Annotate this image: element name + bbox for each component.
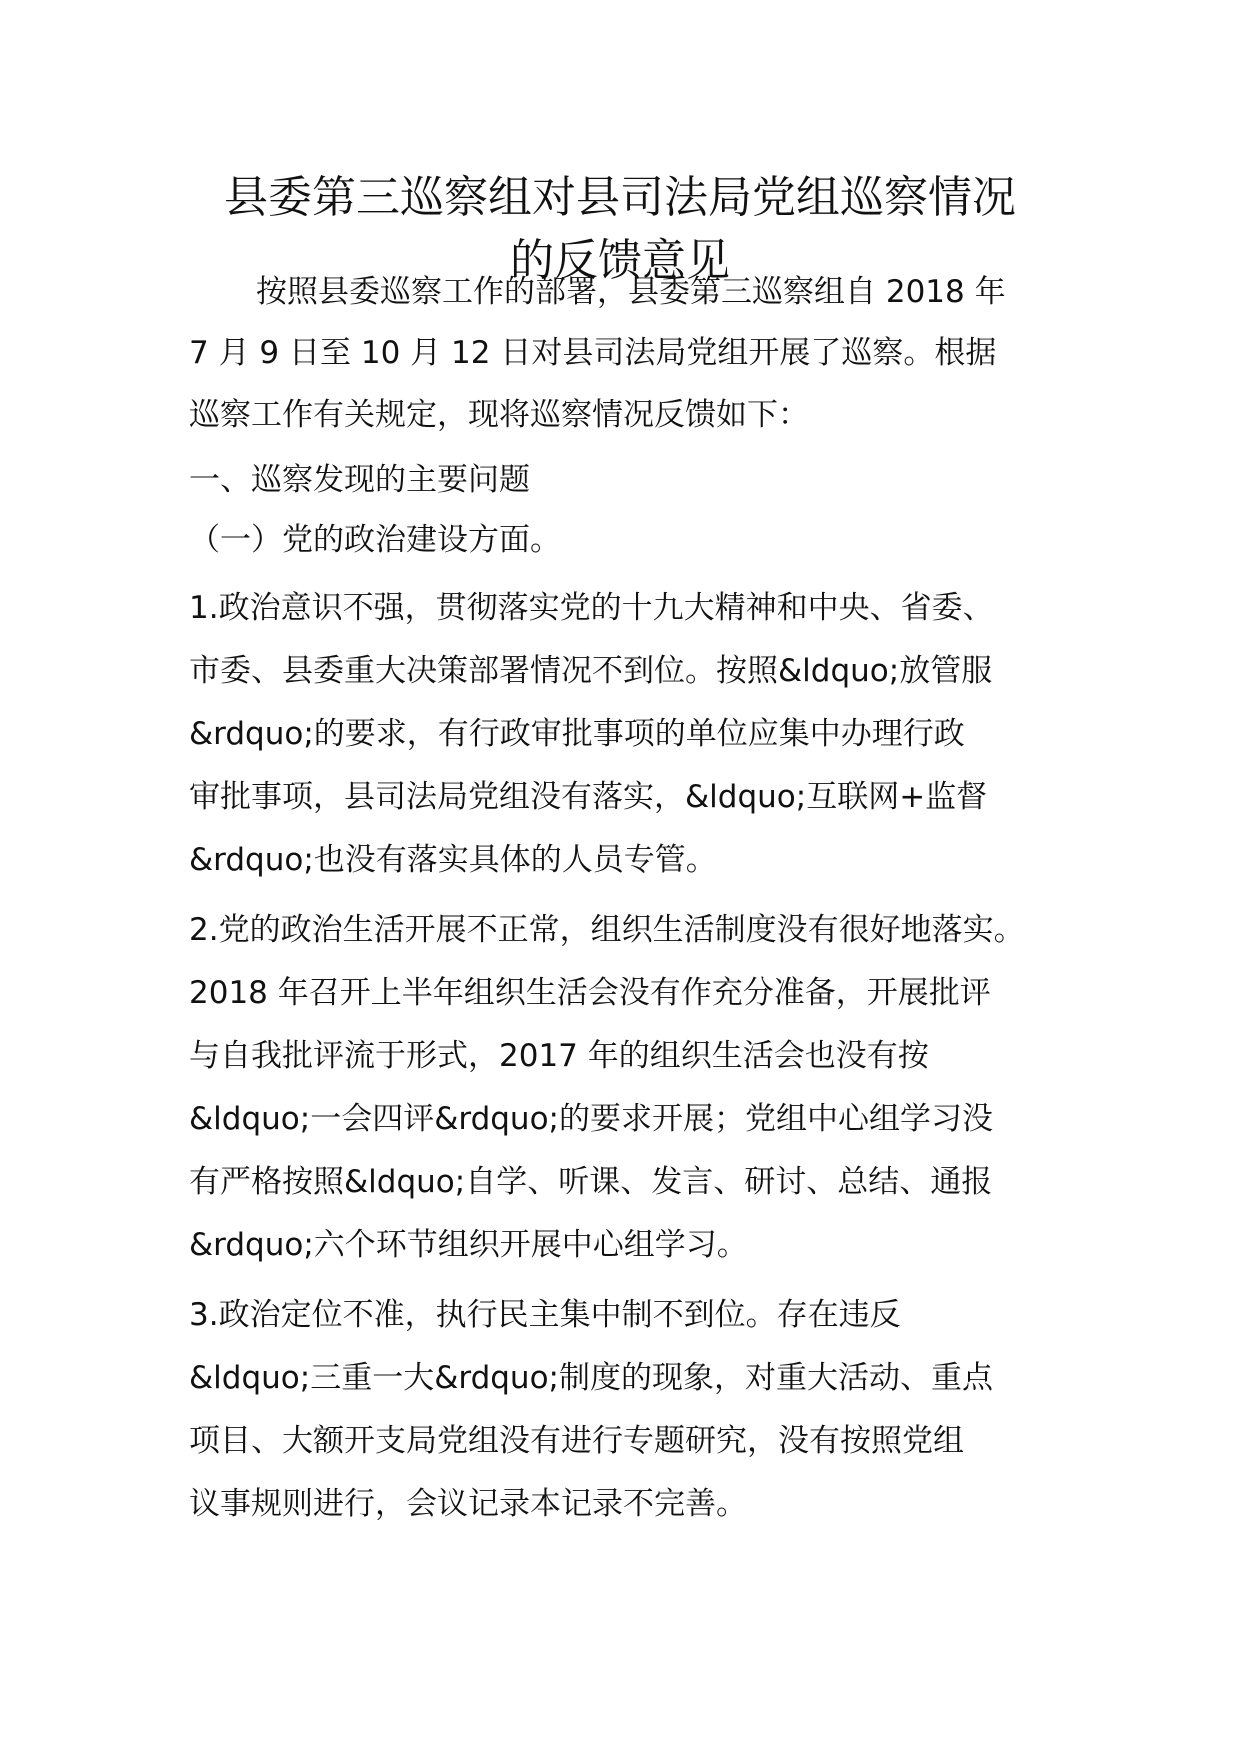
body-line: 7 月 9 日至 10 月 12 日对县司法局党组开展了巡察。根据: [189, 335, 997, 371]
body-line: 3.政治定位不准，执行民主集中制不到位。存在违反: [189, 1297, 901, 1333]
body-line: 议事规则进行，会议记录本记录不完善。: [189, 1486, 747, 1522]
body-line: 审批事项，县司法局党组没有落实，&ldquo;互联网+监督: [189, 779, 988, 815]
document-title-line-1: 县委第三巡察组对县司法局党组巡察情况: [224, 172, 1016, 223]
document-title-line-2: 的反馈意见: [510, 235, 730, 286]
body-line: &rdquo;也没有落实具体的人员专管。: [189, 842, 717, 878]
body-line: 按照县委巡察工作的部署，县委第三巡察组自 2018 年: [256, 274, 1006, 310]
body-line: 项目、大额开支局党组没有进行专题研究，没有按照党组: [189, 1423, 964, 1459]
body-line: 巡察工作有关规定，现将巡察情况反馈如下：: [189, 397, 809, 433]
body-line: 2.党的政治生活开展不正常，组织生活制度没有很好地落实。: [189, 912, 1025, 948]
body-line: 市委、县委重大决策部署情况不到位。按照&ldquo;放管服: [189, 653, 993, 689]
body-line: 与自我批评流于形式，2017 年的组织生活会也没有按: [189, 1038, 929, 1074]
subsection-heading: （一）党的政治建设方面。: [189, 522, 561, 558]
body-line: &rdquo;的要求，有行政审批事项的单位应集中办理行政: [189, 716, 965, 752]
body-line: &ldquo;一会四评&rdquo;的要求开展；党组中心组学习没: [189, 1101, 993, 1137]
section-heading: 一、巡察发现的主要问题: [189, 462, 530, 498]
body-line: &rdquo;六个环节组织开展中心组学习。: [189, 1227, 748, 1263]
body-line: 2018 年召开上半年组织生活会没有作充分准备，开展批评: [189, 975, 991, 1011]
body-line: 有严格按照&ldquo;自学、听课、发言、研讨、总结、通报: [189, 1164, 993, 1200]
body-line: &ldquo;三重一大&rdquo;制度的现象，对重大活动、重点: [189, 1360, 993, 1396]
body-line: 1.政治意识不强，贯彻落实党的十九大精神和中央、省委、: [189, 590, 994, 626]
